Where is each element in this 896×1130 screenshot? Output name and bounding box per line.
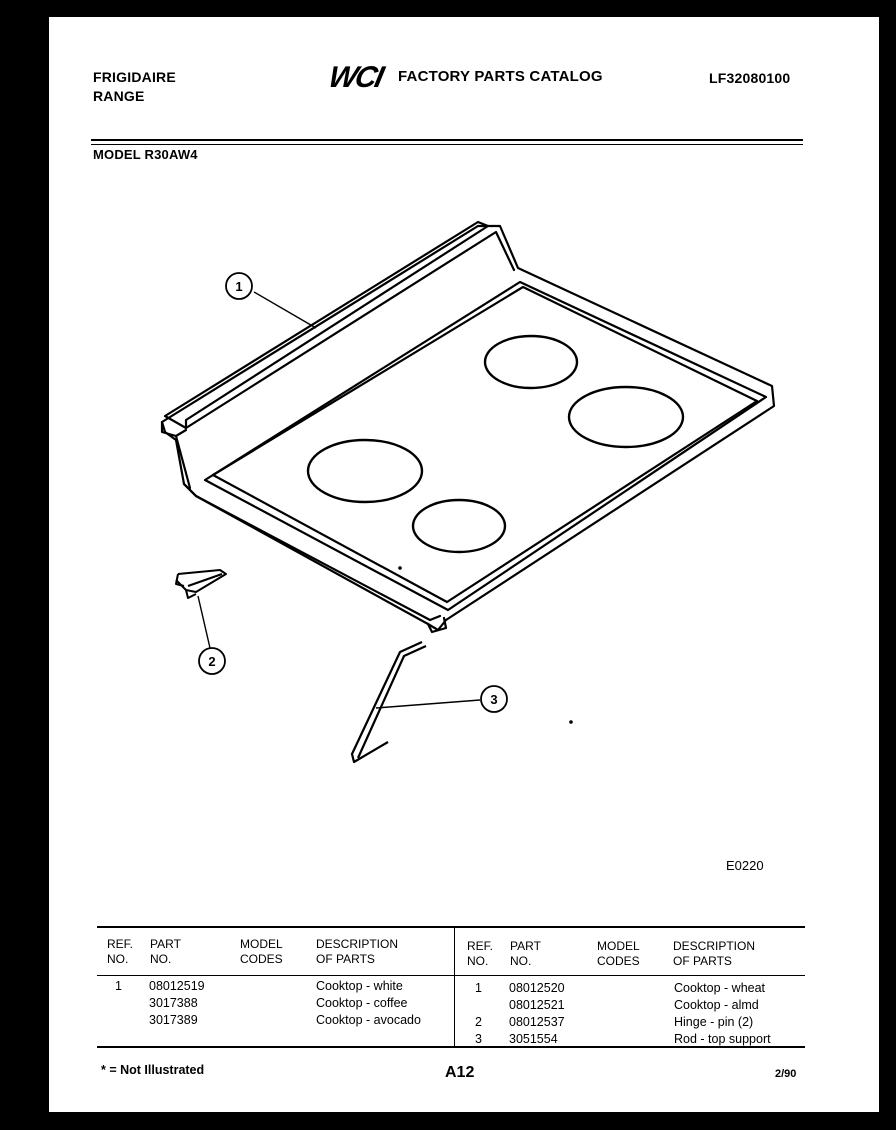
hinge-pin-drawing (176, 570, 226, 598)
row-part-no: 3017388 (149, 996, 198, 1010)
row-ref: 1 (475, 981, 482, 995)
callout-2 (199, 648, 225, 674)
callout-1 (226, 273, 252, 299)
burner-opening-front-left (308, 440, 422, 502)
header-codes-left: MODEL CODES (240, 937, 283, 966)
stray-dot (569, 720, 573, 724)
row-part-no: 08012520 (509, 981, 565, 995)
row-part-no: 3051554 (509, 1032, 558, 1046)
row-part-no: 3017389 (149, 1013, 198, 1027)
table-divider (454, 926, 455, 1046)
header-codes-right: MODEL CODES (597, 939, 640, 968)
header-ref-right: REF. NO. (467, 939, 494, 968)
row-description: Cooktop - avocado (316, 1013, 421, 1027)
support-rod-drawing (352, 642, 426, 762)
wci-logo: WCI (325, 61, 385, 94)
row-description: Rod - top support (674, 1032, 771, 1046)
leader-line-1 (254, 292, 316, 328)
burner-opening-front-right (413, 500, 505, 552)
header-desc-right: DESCRIPTION OF PARTS (673, 939, 756, 968)
figure-code: E0220 (726, 858, 764, 873)
table-header-rule-right (454, 975, 805, 976)
catalog-number: LF32080100 (709, 70, 791, 86)
product-type: RANGE (93, 88, 145, 104)
not-illustrated-note: * = Not Illustrated (101, 1063, 205, 1077)
row-ref: 3 (475, 1032, 482, 1046)
table-header-rule-left (97, 975, 454, 976)
row-description: Cooktop - almd (674, 998, 759, 1012)
row-part-no: 08012519 (149, 979, 205, 993)
leader-line-2 (198, 596, 210, 648)
catalog-page (49, 17, 879, 1112)
row-description: Cooktop - wheat (674, 981, 766, 995)
callout-2-label: 2 (208, 654, 216, 669)
header-part-left: PART NO. (150, 937, 181, 966)
header-ref-left: REF. NO. (107, 937, 134, 966)
row-description: Cooktop - white (316, 979, 403, 993)
backsplash-edge (165, 222, 488, 428)
header-part-right: PART NO. (510, 939, 541, 968)
catalog-title: FACTORY PARTS CATALOG (398, 68, 603, 85)
callout-1-label: 1 (235, 279, 243, 294)
brand-name: FRIGIDAIRE (93, 69, 176, 85)
cooktop-inner-edge (213, 287, 757, 602)
row-part-no: 08012521 (509, 998, 565, 1012)
row-description: Hinge - pin (2) (674, 1015, 754, 1029)
surface-dot (398, 566, 402, 570)
callout-3-label: 3 (490, 692, 498, 707)
cooktop-outline (162, 226, 774, 630)
model-label: MODEL R30AW4 (93, 147, 198, 162)
page-number: A12 (445, 1064, 475, 1081)
row-part-no: 08012537 (509, 1015, 565, 1029)
row-description: Cooktop - coffee (316, 996, 408, 1010)
row-ref: 1 (115, 979, 122, 993)
callout-3 (481, 686, 507, 712)
leader-line-3 (376, 700, 480, 708)
revision-date: 2/90 (775, 1068, 797, 1080)
burner-opening-back-right (569, 387, 683, 447)
burner-opening-back-left (485, 336, 577, 388)
header-desc-left: DESCRIPTION OF PARTS (316, 937, 399, 966)
row-ref: 2 (475, 1015, 482, 1029)
table-rule-bottom (97, 1046, 805, 1048)
table-rule-top (97, 926, 805, 928)
